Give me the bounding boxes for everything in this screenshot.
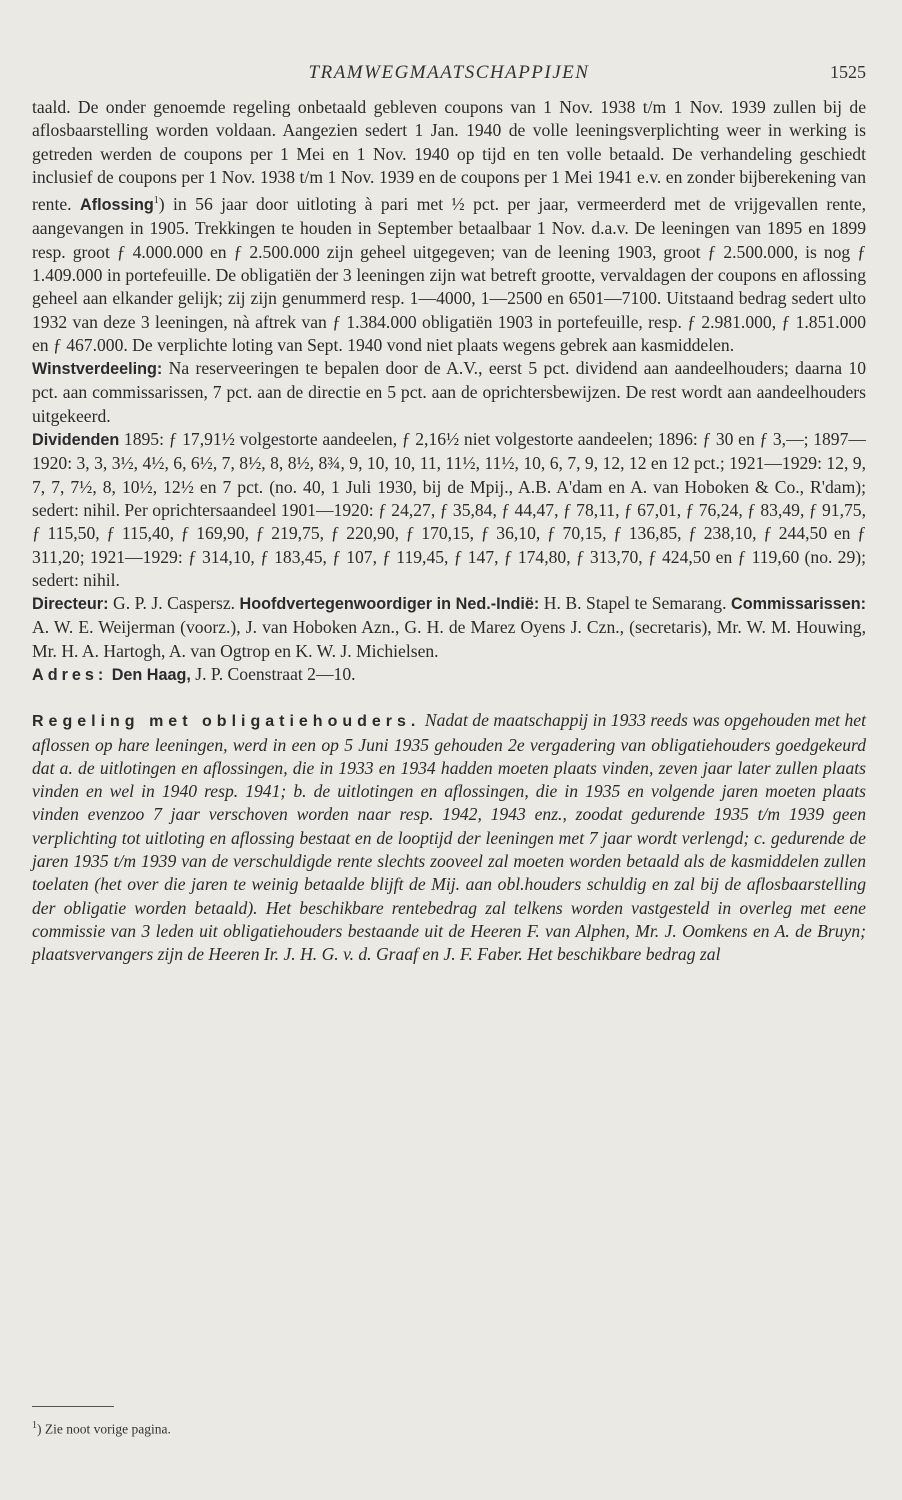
- footnote-mark: 1: [32, 1420, 37, 1431]
- footnote-divider: [32, 1406, 114, 1407]
- aflossing-text: ) in 56 jaar door uitloting à pari met ½ pct. per jaar, vermeerderd met de vrijgevallen rente, aangevangen in 1905. Trekkingen te houden in September betaalbaar 1 Nov. d.a.v. De leeningen van 1895 en 1899 resp. groot ƒ 4.000.000 en ƒ 2.500.000 zijn geheel uitgegeven; van de leening 1903, groot ƒ 2.500.000, is nog ƒ 1.409.000 in portefeuille. De obligatiën der 3 leeningen zijn wat betreft grootte, vervaldagen der coupons en aflossing geheel aan elkander gelijk; zij zijn genummerd resp. 1—4000, 1—2500 en 6501—7100. Uitstaand bedrag sedert ulto 1932 van deze 3 leeningen, nà aftrek van ƒ 1.384.000 obligatiën 1903 in portefeuille, resp. ƒ 2.981.000, ƒ 1.851.000 en ƒ 467.000. De verplichte loting van Sept. 1940 vond niet plaats wegens gebrek aan kasmiddelen.: [32, 194, 866, 355]
- regeling-label: Regeling met obligatiehouders.: [32, 713, 421, 731]
- running-title: TRAMWEGMAATSCHAPPIJEN: [308, 62, 590, 83]
- paragraph-adres: [32, 663, 866, 687]
- dividenden-text: 1895: ƒ 17,91½ volgestorte aandeelen, ƒ 2,16½ niet volgestorte aandeelen; 1896: ƒ 30 en ƒ 3,—; 1897—1920: 3, 3, 3½, 4½, 6, 6½, 7, 8½, 8, 8½, 8¾, 9, 10, 10, 11, 11½, 11½, 10, 6, 7, 9, 12, 12 en 12 pct.; 1921—1929: 12, 9, 7, 7, 7½, 8, 10½, 12½ en 7 pct. (no. 40, 1 Juli 1930, bij de Mpij., A.B. A'dam en A. van Hoboken & Co., R'dam); sedert: nihil. Per oprichtersaandeel 1901—1920: ƒ 24,27, ƒ 35,84, ƒ 44,47, ƒ 78,11, ƒ 67,01, ƒ 76,24, ƒ 83,49, ƒ 91,75, ƒ 115,50, ƒ 115,40, ƒ 169,90, ƒ 219,75, ƒ 220,90, ƒ 170,15, ƒ 36,10, ƒ 70,15, ƒ 136,85, ƒ 238,10, ƒ 244,50 en ƒ 311,20; 1921—1929: ƒ 314,10, ƒ 183,45, ƒ 107, ƒ 119,45, ƒ 147, ƒ 174,80, ƒ 313,70, ƒ 424,50 en ƒ 119,60 (no. 29); sedert: nihil.: [32, 429, 866, 590]
- hoofdvertegenwoordiger-label: Hoofdvertegenwoordiger in Ned.-Indië:: [239, 595, 540, 614]
- paragraph-winstverdeeling: [32, 357, 866, 428]
- dividenden-label: Dividenden: [32, 431, 120, 450]
- footnote-ref: 1: [153, 195, 159, 207]
- commissarissen-text: A. W. E. Weijerman (voorz.), J. van Hoboken Azn., G. H. de Marez Oyens J. Czn., (secretaris), Mr. W. M. Houwing, Mr. H. A. Hartogh, A. van Ogtrop en K. W. J. Michielsen.: [32, 617, 866, 661]
- winstverdeeling-label: Winstverdeeling:: [32, 360, 163, 379]
- regeling-text: Nadat de maatschappij in 1933 reeds was opgehouden met het aflossen op hare leeningen, werd in een op 5 Juni 1935 gehouden 2e vergadering van obligatiehouders goedgekeurd dat a. de uitlotingen en aflossingen, die in 1933 en 1934 hadden moeten plaats vinden, zeven jaar later zullen plaats vinden en wel in 1940 resp. 1941; b. de uitlotingen en aflossingen, die in 1935 en volgende jaren moeten plaats vinden evenzoo 7 jaar verschoven worden naar resp. 1942, 1943 enz., zoodat gedurende 1935 t/m 1939 geen verplichting tot uitloting en aflossing bestaat en de looptijd der leeningen met 7 jaar wordt verlengd; c. gedurende de jaren 1935 t/m 1939 van de verschuldigde rente slechts zooveel zal moeten worden betaald als de kasmiddelen zullen toelaten (het over die jaren te weinig betaalde blijft de Mij. aan obl.houders schuldig en zal bij de aflosbaarstelling der obligatie worden betaald). Het beschikbare rentebedrag zal telkens worden vastgesteld in overleg met eene commissie van 3 leden uit obligatiehouders bestaande uit de Heeren F. van Alphen, Mr. J. Oomkens en A. de Bruyn; plaatsvervangers zijn de Heeren Ir. J. H. G. v. d. Graaf en J. F. Faber. Het beschikbare bedrag zal: [32, 710, 866, 965]
- paragraph-coupons: [32, 96, 866, 357]
- commissarissen-label: Commissarissen:: [731, 595, 866, 614]
- coupons-text: taald. De onder genoemde regeling onbetaald gebleven coupons van 1 Nov. 1938 t/m 1 Nov. 1939 zullen bij de aflosbaarstelling worden voldaan. Aangezien sedert 1 Jan. 1940 de volle leeningsverplichting weer in werking is getreden werden de coupons per 1 Mei en 1 Nov. 1940 op tijd en ten volle betaald. De verhandeling geschiedt inclusief de coupons per 1 Nov. 1938 t/m 1 Nov. 1939 en de coupons per 1 Mei 1941 e.v. en zonder bijberekening van rente.: [32, 97, 866, 215]
- winstverdeeling-text: Na reserveeringen te bepalen door de A.V., eerst 5 pct. dividend aan aandeelhouders; daarna 10 pct. aan commissarissen, 7 pct. aan de directie en 5 pct. aan de oprichtersbewijzen. De rest wordt aan aandeelhouders uitgekeerd.: [32, 358, 866, 426]
- directeur-label: Directeur:: [32, 595, 109, 614]
- adres-city: Den Haag,: [111, 665, 191, 684]
- paragraph-bestuur: [32, 592, 866, 663]
- body-text: [32, 96, 866, 967]
- aflossing-label: Aflossing: [80, 196, 154, 215]
- page-header: [32, 62, 866, 88]
- paragraph-regeling: [32, 709, 866, 966]
- paragraph-dividenden: [32, 428, 866, 592]
- adres-text: J. P. Coenstraat 2—10.: [190, 663, 356, 684]
- footnote: [32, 1420, 171, 1438]
- section-gap: [32, 687, 866, 709]
- page-number: 1525: [830, 62, 866, 82]
- adres-label: Adres:: [32, 665, 108, 684]
- footnote-text: ) Zie noot vorige pagina.: [37, 1421, 171, 1437]
- directeur-text: G. P. J. Caspersz.: [108, 593, 240, 614]
- hoofdvertegenwoordiger-text: H. B. Stapel te Semarang.: [539, 593, 732, 614]
